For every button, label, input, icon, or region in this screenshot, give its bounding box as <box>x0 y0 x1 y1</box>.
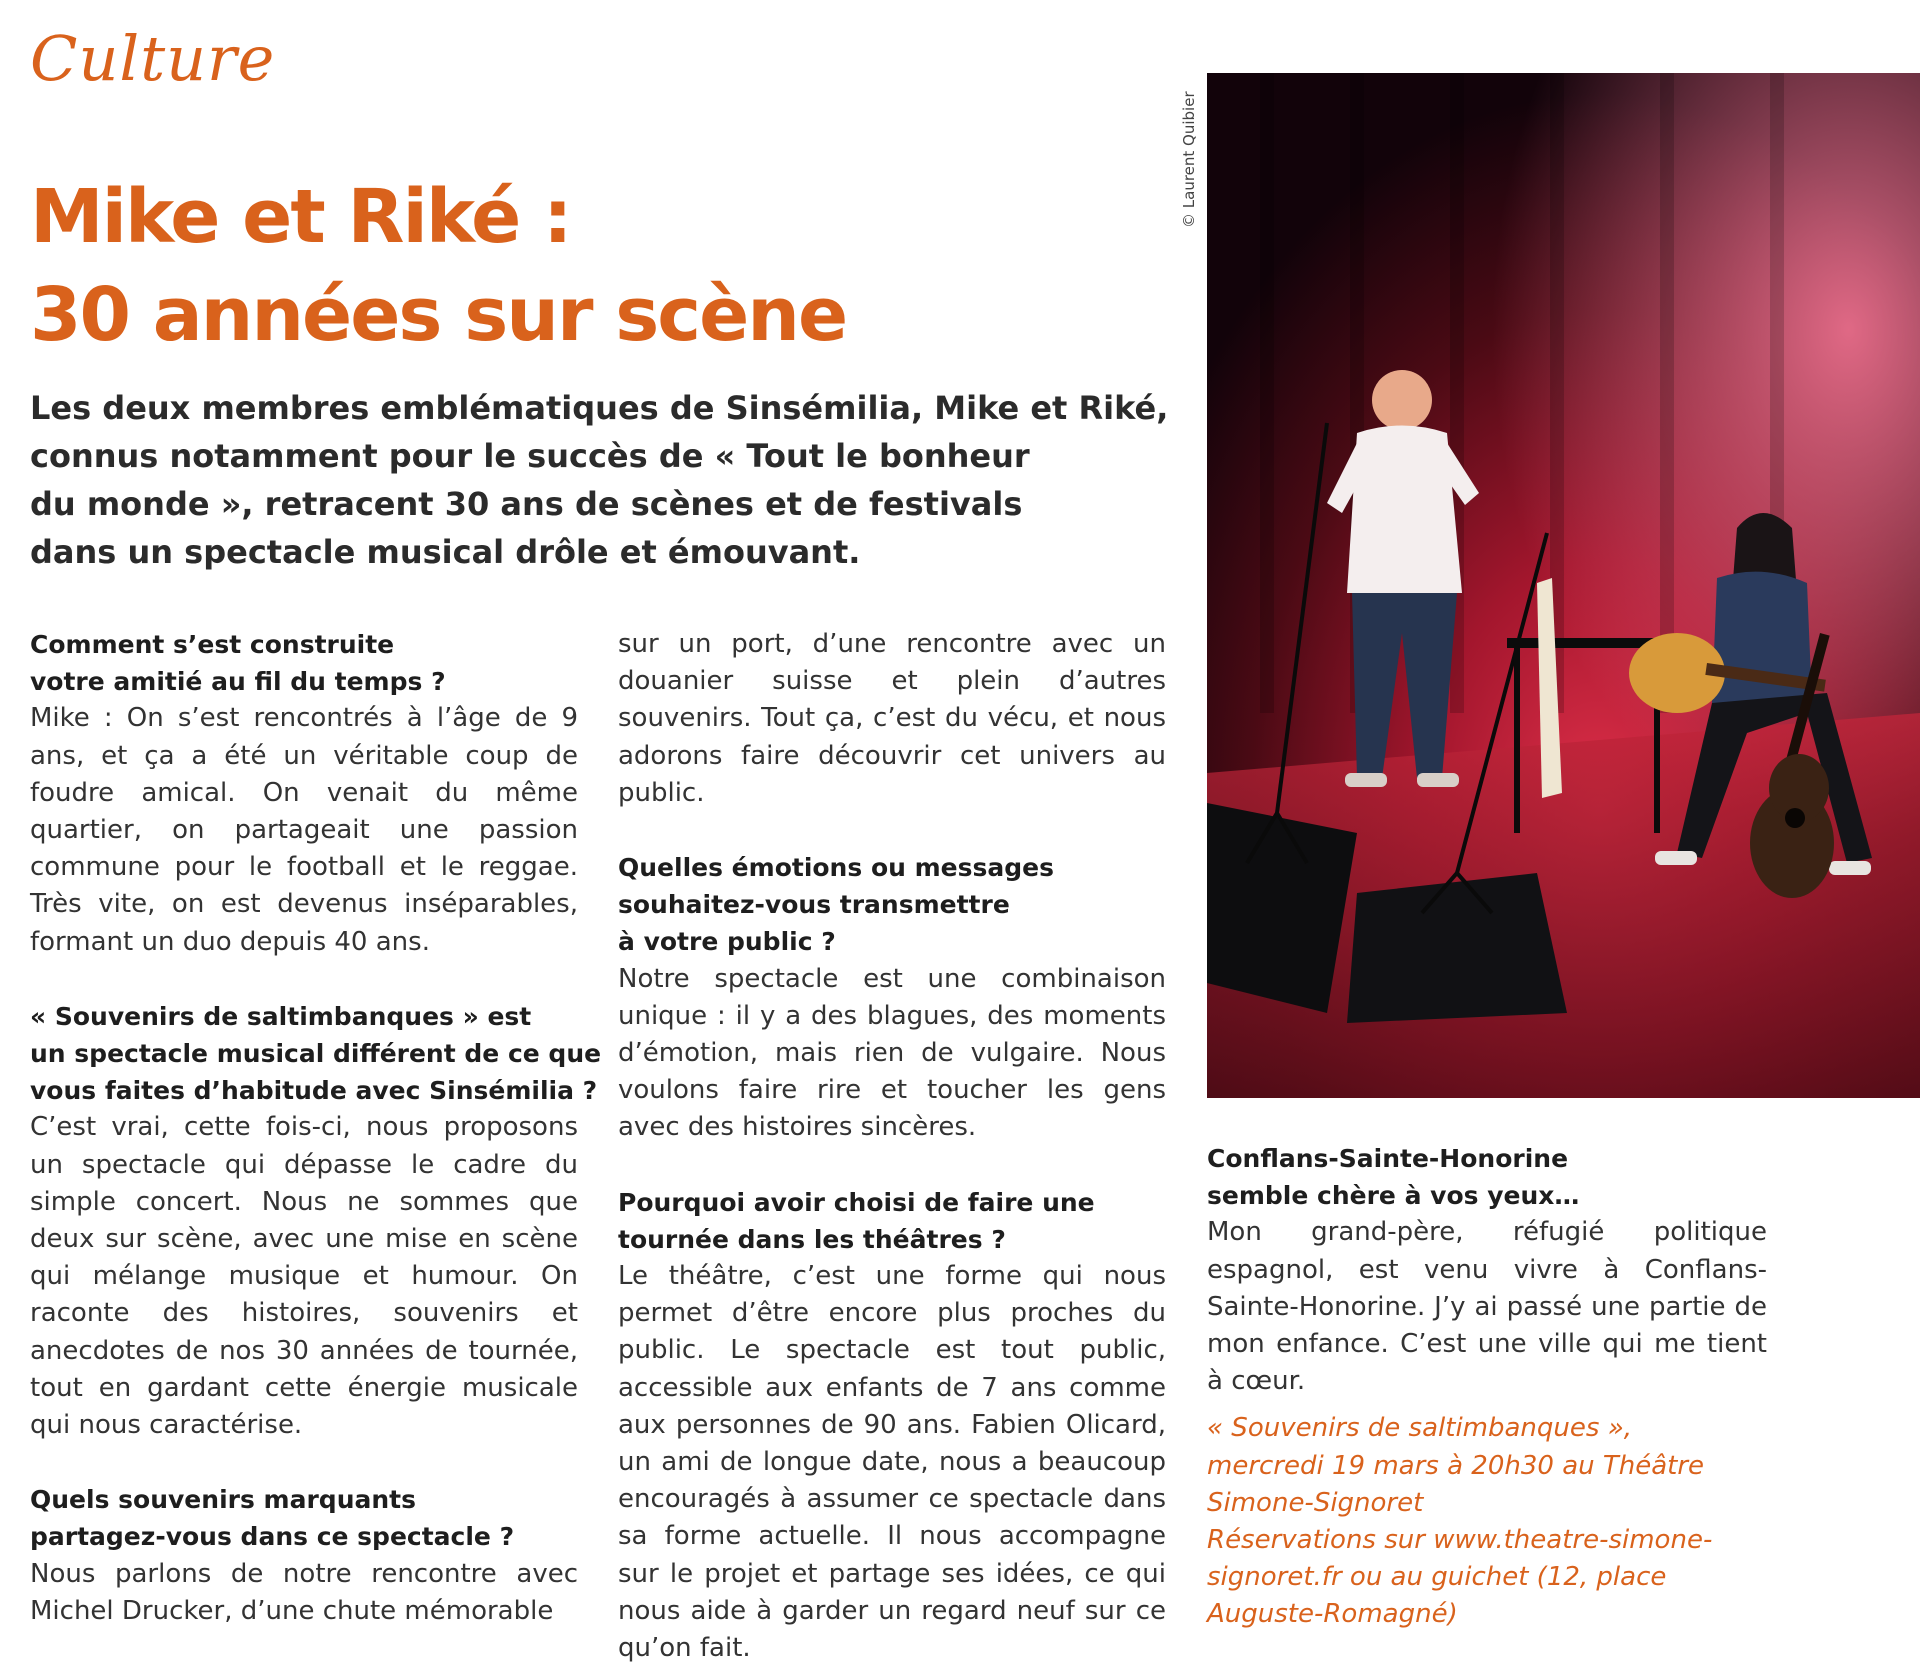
question-line: Comment s’est construite <box>30 630 395 659</box>
concert-photo-illustration <box>1207 73 1920 1098</box>
question-line: à votre public ? <box>618 927 836 957</box>
answer-6: Mon grand-père, réfugié politique espagnol, est venu vivre à Conflans-Sainte-Honorine. J’y ai passé une partie de mon enfance. C’est une ville qui me tient à cœur. <box>1207 1217 1767 1397</box>
headline <box>30 168 1150 364</box>
article-column-2 <box>618 626 1166 1667</box>
photo-credit <box>1176 72 1206 232</box>
headline-line-1: Mike et Riké : <box>30 174 571 260</box>
answer-3: Nous parlons de notre rencontre avec Michel Drucker, d’une chute mémorable <box>30 1558 578 1626</box>
question-line: Conflans-Sainte-Honorine <box>1207 1144 1569 1173</box>
answer-1 <box>30 700 578 960</box>
question-line: souhaitez-vous transmettre <box>618 890 1010 920</box>
event-info-line: Réservations sur www.theatre-simone- <box>1207 1525 1713 1556</box>
question-5 <box>618 1184 1166 1258</box>
question-line: un spectacle musical différent de ce que <box>30 1039 602 1069</box>
event-info-line: Simone-Signoret <box>1207 1487 1424 1518</box>
intro-line: dans un spectacle musical drôle et émouvant. <box>30 533 861 571</box>
event-info-line: Auguste-Romagné) <box>1207 1599 1458 1630</box>
question-line: partagez-vous dans ce spectacle ? <box>30 1522 515 1552</box>
question-line: Quels souvenirs marquants <box>30 1485 416 1515</box>
article-column-3 <box>1207 1140 1767 1634</box>
answer-text: On s’est rencontrés à l’âge de 9 ans, et ça a été un véritable coup de foudre amical. On venait du même quartier, on partageait une passion commune pour le football et le reggae. Très vite, on est devenus inséparables, formant un duo depuis 40 ans. <box>30 703 579 957</box>
speaker-label: Mike : <box>30 703 113 734</box>
article-column-1 <box>30 626 602 1630</box>
headline-line-2: 30 années sur scène <box>30 272 847 358</box>
question-2 <box>30 998 602 1110</box>
question-line: Quelles émotions ou messages <box>618 853 1054 883</box>
question-6 <box>1207 1140 1767 1214</box>
question-3 <box>30 1481 578 1555</box>
answer-4: Notre spectacle est une combinaison unique : il y a des blagues, des moments d’émotion, mais rien de vulgaire. Nous voulons faire rire et toucher les gens avec des histoires sincères. <box>618 963 1166 1143</box>
answer-3-continued: sur un port, d’une rencontre avec un douanier suisse et plein d’autres souvenirs. Tout ça, c’est du vécu, et nous adorons faire découvrir cet univers au public. <box>618 629 1166 808</box>
intro-paragraph <box>30 384 1169 576</box>
concert-photo <box>1207 73 1920 1098</box>
intro-line: connus notamment pour le succès de « Tout le bonheur <box>30 437 1030 475</box>
question-line: « Souvenirs de saltimbanques » est <box>30 1001 532 1031</box>
question-1 <box>30 626 578 700</box>
question-line: tournée dans les théâtres ? <box>618 1224 1006 1254</box>
intro-line: Les deux membres emblématiques de Sinsémilia, Mike et Riké, <box>30 389 1169 427</box>
event-info <box>1207 1410 1767 1633</box>
section-label: Culture <box>30 22 276 95</box>
question-line: Pourquoi avoir choisi de faire une <box>618 1187 1095 1217</box>
event-info-line: mercredi 19 mars à 20h30 au Théâtre <box>1207 1450 1705 1481</box>
answer-5: Le théâtre, c’est une forme qui nous permet d’être encore plus proches du public. Le spectacle est tout public, accessible aux enfants de 7 ans comme aux personnes de 90 ans. Fabien Olicard, un ami de longue date, nous a beaucoup encouragés à assumer ce spectacle dans sa forme actuelle. Il nous accompagne sur le projet et partage ses idées, ce qui nous aide à garder un regard neuf sur ce qu’on fait. <box>618 1261 1166 1664</box>
question-line: votre amitié au fil du temps ? <box>30 667 446 697</box>
question-4 <box>618 849 1166 961</box>
question-line: vous faites d’habitude avec Sinsémilia ? <box>30 1076 598 1106</box>
intro-line: du monde », retracent 30 ans de scènes et de festivals <box>30 485 1023 523</box>
event-info-line: « Souvenirs de saltimbanques », <box>1207 1413 1633 1444</box>
answer-2: C’est vrai, cette fois-ci, nous proposons un spectacle qui dépasse le cadre du simple concert. Nous ne sommes que deux sur scène, avec une mise en scène qui mélange musique et humour. On raconte des histoires, souvenirs et anecdotes de nos 30 années de tournée, tout en gardant cette énergie musicale qui nous caractérise. <box>30 1112 578 1441</box>
event-info-line: signoret.fr ou au guichet (12, place <box>1207 1562 1667 1593</box>
question-line: semble chère à vos yeux… <box>1207 1181 1580 1211</box>
photo-credit-text: © Laurent Quibier <box>1180 91 1198 228</box>
